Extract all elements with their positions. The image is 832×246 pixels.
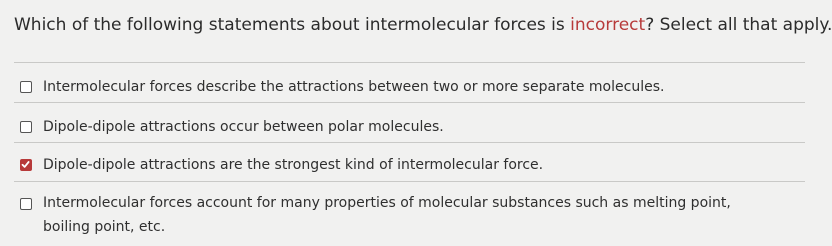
checkbox-icon[interactable]	[20, 121, 32, 133]
divider	[14, 181, 805, 182]
checkbox-icon[interactable]	[20, 198, 32, 210]
question-emphasis: incorrect	[570, 15, 646, 35]
question-text	[14, 14, 832, 36]
option-3-label: Dipole-dipole attractions are the strongest kind of intermolecular force.	[43, 157, 544, 173]
option-3[interactable]	[14, 153, 805, 177]
option-4-label: Intermolecular forces account for many properties of molecular substances such as melting point, boiling point, etc.	[43, 195, 731, 235]
checkbox-icon[interactable]	[20, 81, 32, 93]
option-1[interactable]	[14, 75, 805, 99]
option-4[interactable]	[14, 191, 805, 241]
question-suffix: ? Select all that apply.	[645, 15, 832, 35]
option-2[interactable]	[14, 115, 805, 139]
divider	[14, 142, 805, 143]
divider	[14, 62, 805, 63]
option-2-label: Dipole-dipole attractions occur between polar molecules.	[43, 119, 444, 135]
checked-checkbox-icon[interactable]	[20, 159, 32, 171]
option-1-label: Intermolecular forces describe the attractions between two or more separate molecules.	[43, 79, 665, 95]
checkmark-icon	[21, 160, 30, 169]
question-prefix: Which of the following statements about intermolecular forces is	[14, 15, 571, 35]
divider	[14, 102, 805, 103]
